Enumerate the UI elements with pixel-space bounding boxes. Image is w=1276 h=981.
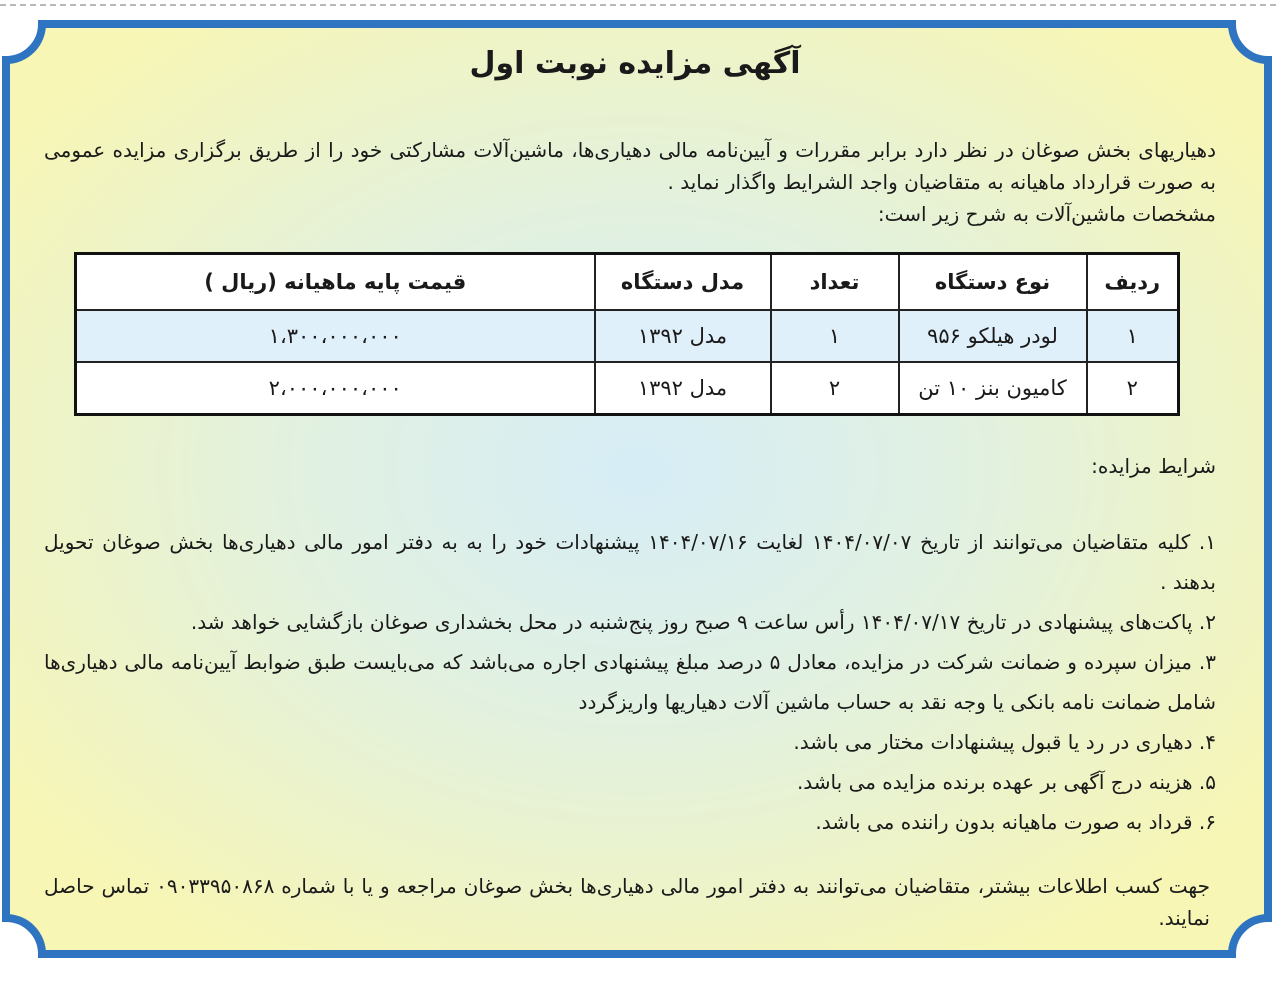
- term-item: ۵. هزینه درج آگهی بر عهده برنده مزایده می باشد.: [796, 770, 1216, 794]
- table-header-row: [76, 254, 1179, 311]
- cell-price: ۲،۰۰۰،۰۰۰،۰۰۰: [76, 362, 595, 415]
- cell-device-type: کامیون بنز ۱۰ تن: [899, 362, 1087, 415]
- cell-count: ۱: [771, 310, 899, 362]
- table-row: [76, 362, 1179, 415]
- term-item: ۴. دهیاری در رد یا قبول پیشنهادات مختار می باشد.: [793, 730, 1216, 754]
- intro-section: [44, 134, 1216, 230]
- cell-model: مدل ۱۳۹۲: [595, 310, 771, 362]
- header-count: تعداد: [771, 254, 899, 311]
- cell-row-no: ۲: [1087, 362, 1179, 415]
- terms-list: [44, 522, 1216, 842]
- cell-model: مدل ۱۳۹۲: [595, 362, 771, 415]
- term-item: ۳. میزان سپرده و ضمانت شرکت در مزایده، معادل ۵ درصد مبلغ پیشنهادی اجاره می‌باشد که می‌بایست طبق ضوابط آیین‌نامه مالی دهیاری‌ها شامل ضمانت نامه بانکی یا وجه نقد به حساب ماشین آلات دهیاریها واریزگردد: [44, 650, 1217, 714]
- table-row: [76, 310, 1179, 362]
- cell-device-type: لودر هیلکو ۹۵۶: [899, 310, 1087, 362]
- header-row-no: ردیف: [1087, 254, 1179, 311]
- terms-heading: شرایط مزایده:: [1091, 454, 1216, 478]
- term-item: ۱. کلیه متقاضیان می‌توانند از تاریخ ۱۴۰۴/۰۷/۰۷ لغایت ۱۴۰۴/۰۷/۱۶ پیشنهادات خود را به به دفتر امور مالی دهیاری‌ها بخش صوغان تحویل بدهند .: [44, 530, 1217, 594]
- page-title: آگهی مزایده نوبت اول: [469, 46, 801, 81]
- term-item: ۶. قرداد به صورت ماهیانه بدون راننده می باشد.: [815, 810, 1216, 834]
- term-item: ۲. پاکت‌های پیشنهادی در تاریخ ۱۴۰۴/۰۷/۱۷ رأس ساعت ۹ صبح روز پنج‌شنبه در محل بخشداری صوغان بازگشایی خواهد شد.: [190, 610, 1216, 634]
- intro-paragraph: دهیاریهای بخش صوغان در نظر دارد برابر مقررات و آیین‌نامه مالی دهیاری‌ها، ماشین‌آلات مشارکتی خود را از طریق برگزاری مزایده عمومی به صورت قرارداد ماهیانه به متقاضیان واجد الشرایط واگذار نماید .: [44, 138, 1216, 194]
- header-model: مدل دستگاه: [595, 254, 771, 311]
- cell-row-no: ۱: [1087, 310, 1179, 362]
- cell-count: ۲: [771, 362, 899, 415]
- header-device-type: نوع دستگاه: [899, 254, 1087, 311]
- notice-content: [40, 30, 1230, 950]
- header-price: قیمت پایه ماهیانه (ریال ): [76, 254, 595, 311]
- cell-price: ۱،۳۰۰،۰۰۰،۰۰۰: [76, 310, 595, 362]
- specs-line: مشخصات ماشین‌آلات به شرح زیر است:: [877, 202, 1216, 226]
- contact-footer: [44, 870, 1210, 934]
- contact-text: جهت کسب اطلاعات بیشتر، متقاضیان می‌توانند به دفتر امور مالی دهیاری‌ها بخش صوغان مراجعه و یا با شماره ۰۹۰۳۳۹۵۰۸۶۸ تماس حاصل نمایند.: [44, 874, 1210, 930]
- machinery-table: [74, 252, 1180, 416]
